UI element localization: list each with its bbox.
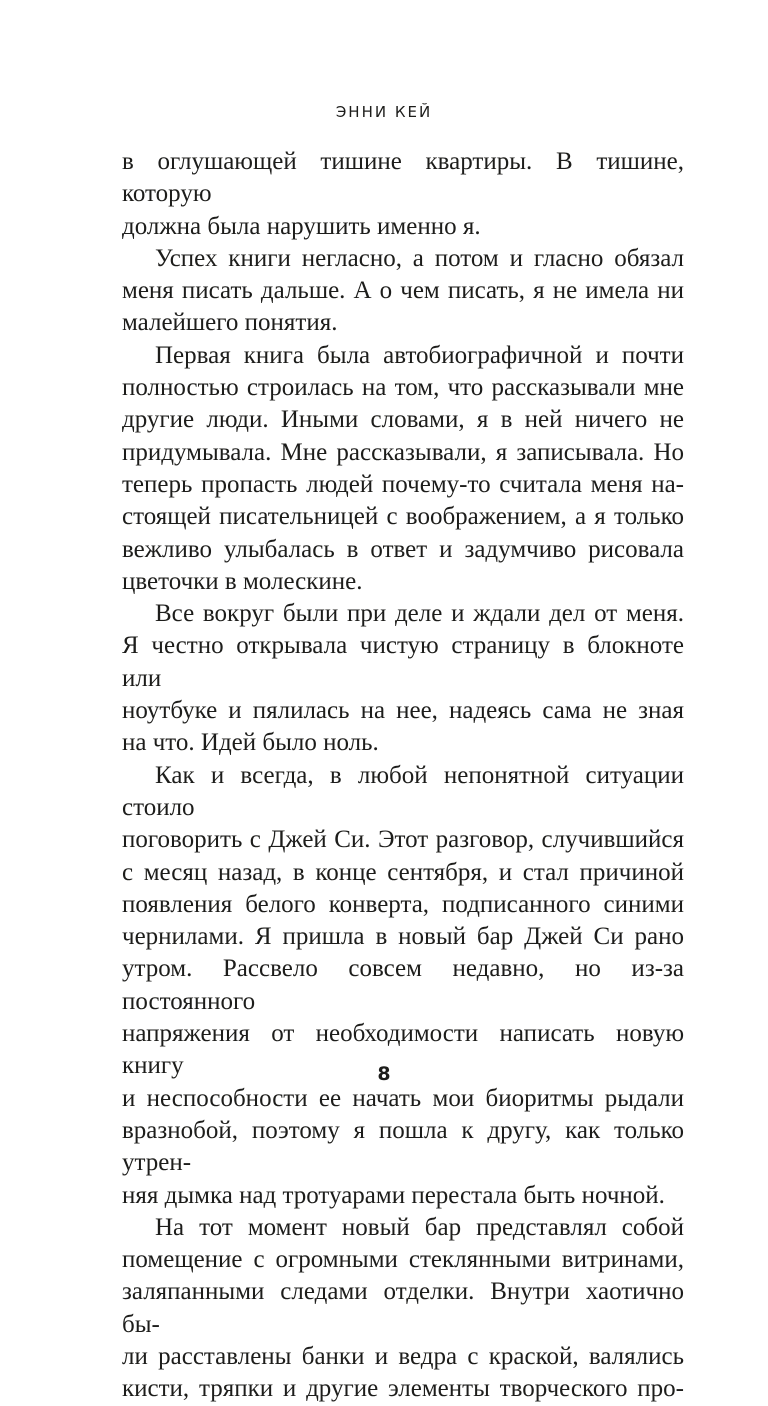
text-line: меня писать дальше. А о чем писать, я не имела ни: [122, 277, 684, 305]
text-line: с месяц назад, в конце сентября, и стал причиной: [122, 858, 684, 886]
text-line: Все вокруг были при деле и ждали дел от меня.: [155, 600, 684, 628]
text-line: ли расставлены банки и ведра с краской, валялись: [122, 1342, 684, 1370]
text-line: вразнобой, поэтому я пошла к другу, как только утрен-: [122, 1116, 684, 1177]
text-line: Я честно открывала чистую страницу в блокноте или: [122, 632, 684, 692]
text-line: заляпанными следами отделки. Внутри хаотично бы-: [122, 1278, 684, 1338]
text-line: теперь пропасть людей почему-то считала меня на-: [122, 470, 684, 498]
text-line: няя дымка над тротуарами перестала быть ночной.: [122, 1181, 665, 1209]
text-line: полностью строилась на том, что рассказывали мне: [122, 374, 684, 402]
text-line: Как и всегда, в любой непонятной ситуации стоило: [122, 761, 684, 821]
text-line: появления белого конверта, подписанного синими: [122, 890, 684, 918]
text-line: на что. Идей было ноль.: [122, 729, 379, 757]
text-line: Успех книги негласно, а потом и гласно обязал: [155, 244, 684, 272]
text-line: кисти, тряпки и другие элементы творческого про-: [122, 1375, 684, 1403]
text-line: вежливо улыбалась в ответ и задумчиво рисовала: [122, 535, 684, 563]
text-line: придумывала. Мне рассказывали, я записывала. Но: [122, 438, 684, 466]
text-line: поговорить с Джей Си. Этот разговор, случившийся: [122, 826, 684, 854]
paragraph: [122, 146, 684, 243]
running-head: ЭННИ КЕЙ: [335, 103, 433, 121]
paragraph: [122, 760, 684, 1212]
text-line: должна была нарушить именно я.: [122, 212, 481, 240]
text-line: напряжения от необходимости написать новую книгу: [122, 1020, 684, 1080]
text-line: цветочки в молескине.: [122, 567, 363, 595]
body-text: [122, 146, 684, 1406]
text-line: стоящей писательницей с воображением, а я только: [122, 503, 684, 531]
paragraph: [122, 598, 684, 759]
text-line: помещение с огромными стеклянными витринами,: [122, 1246, 684, 1274]
paragraph: [122, 340, 684, 598]
page-number: 8: [377, 1063, 391, 1085]
text-line: в оглушающей тишине квартиры. В тишине, которую: [122, 148, 684, 208]
text-line: и неспособности ее начать мои биоритмы рыдали: [122, 1084, 684, 1112]
text-line: чернилами. Я пришла в новый бар Джей Си рано: [122, 923, 684, 951]
text-line: Первая книга была автобиографичной и почти: [155, 341, 684, 369]
text-line: утром. Рассвело совсем недавно, но из-за постоянного: [122, 955, 684, 1015]
text-line: ноутбуке и пялилась на нее, надеясь сама не зная: [122, 697, 684, 725]
text-line: На тот момент новый бар представлял собой: [155, 1213, 684, 1241]
text-line: малейшего понятия.: [122, 309, 338, 337]
paragraph: [122, 243, 684, 340]
text-line: другие люди. Иными словами, я в ней ничего не: [122, 406, 684, 434]
